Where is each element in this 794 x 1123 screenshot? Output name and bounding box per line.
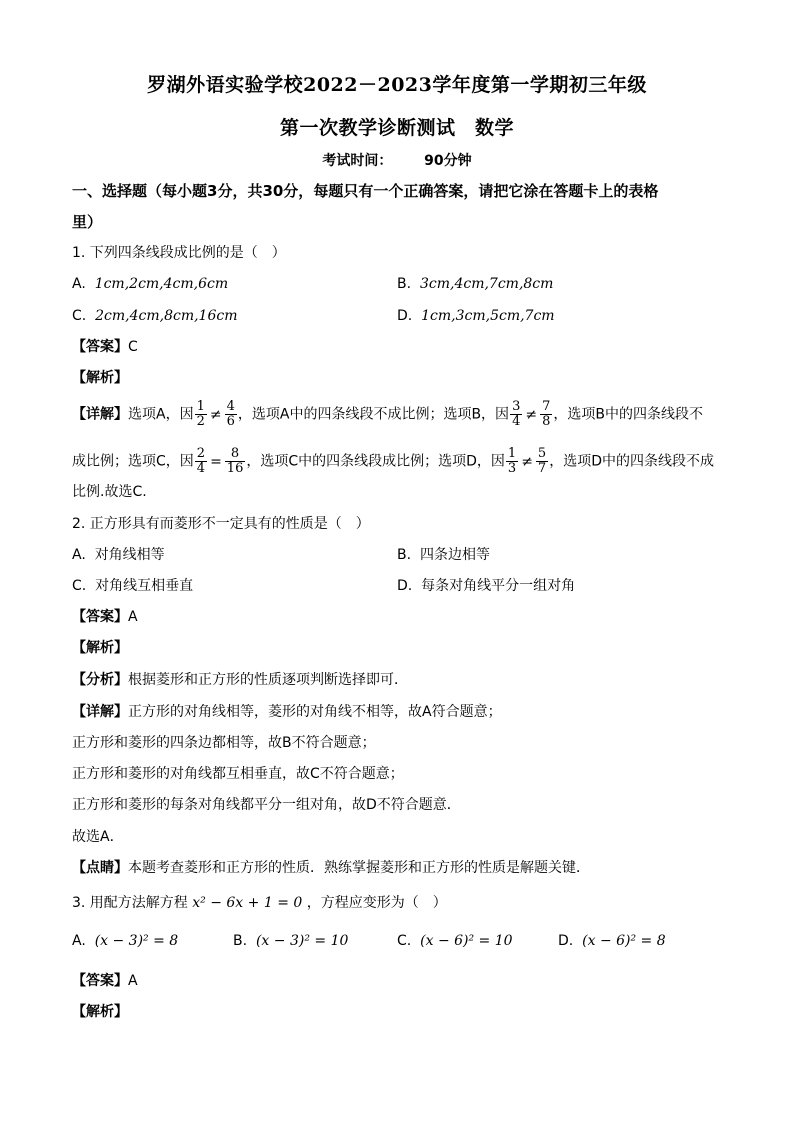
fraction: $\frac{3}{4}$ bbox=[512, 399, 521, 429]
fraction: $\frac{1}{3}$ bbox=[507, 446, 517, 476]
q3-option-a: A. (x − 3)² = 8 bbox=[72, 933, 179, 949]
exam-time bbox=[0, 150, 794, 170]
q1-detail-line1: 【详解】选项A，因 $\frac{1}{2}$ ≠ $\frac{4}{6}$ ，选项A中的四条线段不成比例；选项B，因 $\frac{3}{4}$ ≠ $\frac{7}{8}$ ，选项B中的四条线段不 bbox=[72, 399, 703, 429]
q1-analysis-tag: 【解析】 bbox=[72, 370, 128, 386]
q2-option-b: B. 四条边相等 bbox=[397, 547, 490, 563]
q3-option-d: D. (x − 6)² = 8 bbox=[558, 933, 666, 949]
fraction: $\frac{4}{6}$ bbox=[226, 399, 235, 429]
fraction: $\frac{7}{8}$ bbox=[542, 399, 551, 429]
q2-option-a: A. 对角线相等 bbox=[72, 547, 165, 563]
exam-time-value: 90分钟 bbox=[424, 153, 472, 169]
q2-dianjing: 【点睛】本题考查菱形和正方形的性质．熟练掌握菱形和正方形的性质是解题关键． bbox=[72, 860, 590, 876]
q1-option-a: A. 1cm,2cm,4cm,6cm bbox=[72, 276, 229, 292]
q3-stem: 3. 用配方法解方程 x² − 6x + 1 = 0 ，方程应变形为（ ） bbox=[72, 895, 447, 911]
q1-detail-line3: 比例.故选C. bbox=[72, 484, 147, 500]
q2-option-c: C. 对角线互相垂直 bbox=[72, 578, 194, 594]
q2-detail-line1: 【详解】正方形的对角线相等，菱形的对角线不相等，故A符合题意； bbox=[72, 704, 502, 720]
fraction: $\frac{2}{4}$ bbox=[196, 446, 206, 476]
q3-option-b: B. (x − 3)² = 10 bbox=[233, 933, 349, 949]
q2-detail-line2: 正方形和菱形的四条边都相等，故B不符合题意； bbox=[72, 735, 376, 751]
exam-time-label: 考试时间： bbox=[322, 153, 393, 169]
q2-detail-line4: 正方形和菱形的每条对角线都平分一组对角，故D不符合题意． bbox=[72, 797, 461, 813]
q3-equation: x² − 6x + 1 = 0 bbox=[192, 895, 303, 911]
q2-answer: 【答案】A bbox=[72, 609, 138, 625]
exam-title-line1: 罗湖外语实验学校2022－2023学年度第一学期初三年级 bbox=[147, 74, 647, 96]
q2-option-d: D. 每条对角线平分一组对角 bbox=[397, 578, 576, 594]
q2-stem: 2. 正方形具有而菱形不一定具有的性质是（ ） bbox=[72, 516, 370, 532]
q2-detail-line3: 正方形和菱形的对角线都互相垂直，故C不符合题意； bbox=[72, 766, 404, 782]
fraction: $\frac{1}{2}$ bbox=[196, 399, 205, 429]
q3-analysis-tag: 【解析】 bbox=[72, 1004, 128, 1020]
q3-answer: 【答案】A bbox=[72, 973, 138, 989]
exam-title-line2: 第一次教学诊断测试 数学 bbox=[279, 117, 514, 139]
q1-stem: 1. 下列四条线段成比例的是（ ） bbox=[72, 245, 286, 261]
q1-option-c: C. 2cm,4cm,8cm,16cm bbox=[72, 308, 238, 324]
fraction: $\frac{5}{7}$ bbox=[537, 446, 547, 476]
q2-detail-line5: 故选A． bbox=[72, 829, 124, 845]
q2-fenxi: 【分析】根据菱形和正方形的性质逐项判断选择即可． bbox=[72, 672, 408, 688]
section-heading: 一、选择题（每小题3分，共30分，每题只有一个正确答案，请把它涂在答题卡上的表格 bbox=[72, 182, 659, 200]
fraction: $\frac{8}{16}$ bbox=[226, 446, 244, 476]
q1-option-d: D. 1cm,3cm,5cm,7cm bbox=[397, 308, 555, 324]
section-heading-cont: 里） bbox=[72, 213, 103, 231]
q1-option-b: B. 3cm,4cm,7cm,8cm bbox=[397, 276, 554, 292]
q2-analysis-tag: 【解析】 bbox=[72, 640, 128, 656]
q3-option-c: C. (x − 6)² = 10 bbox=[397, 933, 513, 949]
q1-answer: 【答案】C bbox=[72, 339, 138, 355]
q1-detail-line2: 成比例；选项C，因 $\frac{2}{4}$ = $\frac{8}{16}$ ，选项C中的四条线段成比例；选项D，因 $\frac{1}{3}$ ≠ $\frac{5}{7}$ ，选项D中的四条线段不成 bbox=[72, 446, 714, 476]
